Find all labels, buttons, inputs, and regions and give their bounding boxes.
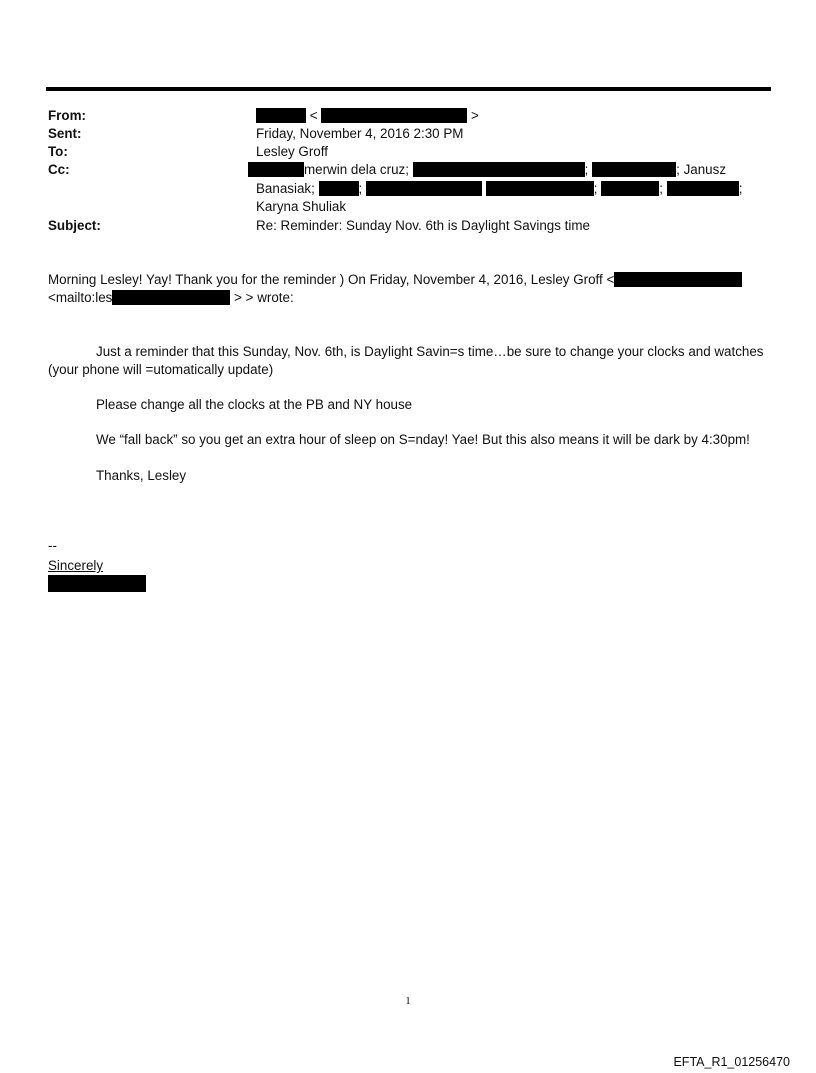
page-number: 1 [405,995,411,1007]
cc-line-3: Karyna Shuliak [256,199,347,214]
quoted-para-2: Please change all the clocks at the PB and NY house [96,397,413,412]
redaction-block [413,162,585,177]
cc-separator: ; [738,181,743,196]
header-rule [46,87,771,91]
cc-separator: ; [584,162,589,177]
cc-label: Cc: [48,162,70,177]
subject-label: Subject: [48,218,101,233]
redaction-block [112,290,230,305]
cc-separator: ; [593,181,598,196]
redaction-block [601,181,659,196]
document-id: EFTA_R1_01256470 [673,1055,790,1069]
from-value [256,107,479,124]
redaction-block [614,272,742,287]
from-close-bracket: > [471,108,479,123]
redaction-block [486,181,594,196]
redaction-block [592,162,676,177]
signature-text: Sincerely [48,558,104,573]
quoted-para-1a: Just a reminder that this Sunday, Nov. 6th, is Daylight Savin=s time…be sure to change your clocks and watches [96,344,764,359]
cc-recipient: ; Janusz [676,162,727,177]
cc-recipient: Banasiak; [256,181,315,196]
cc-recipient: merwin dela cruz; [304,162,409,177]
redaction-block [256,108,306,123]
from-open-bracket: < [309,108,318,123]
body-line-1 [48,271,742,288]
to-label: To: [48,144,68,159]
to-value: Lesley Groff [256,144,328,159]
redaction-block [321,108,467,123]
cc-separator: ; [659,181,663,196]
from-label: From: [48,108,86,123]
cc-separator: ; [358,181,363,196]
signature-dash: -- [48,538,57,553]
reply-text: Morning Lesley! Yay! Thank you for the reminder ) On Friday, November 4, 2016, Lesley Groff < [48,272,615,287]
wrote-text: > > wrote: [234,290,294,305]
body-line-2 [48,289,294,306]
mailto-prefix: <mailto:les [48,290,113,305]
sent-label: Sent: [48,126,82,141]
redaction-block [248,162,304,177]
redaction-block [667,181,739,196]
redaction-block [48,575,146,592]
cc-line-1 [248,161,726,178]
cc-line-2 [256,180,742,197]
redaction-block [366,181,482,196]
quoted-para-3: We “fall back” so you get an extra hour of sleep on S=nday! Yae! But this also means it will be dark by 4:30pm! [96,432,750,447]
quoted-para-1b: (your phone will =utomatically update) [48,362,274,377]
quoted-para-4: Thanks, Lesley [96,468,187,483]
subject-value: Re: Reminder: Sunday Nov. 6th is Daylight Savings time [256,218,590,233]
sent-value: Friday, November 4, 2016 2:30 PM [256,126,464,141]
redaction-block [319,181,359,196]
